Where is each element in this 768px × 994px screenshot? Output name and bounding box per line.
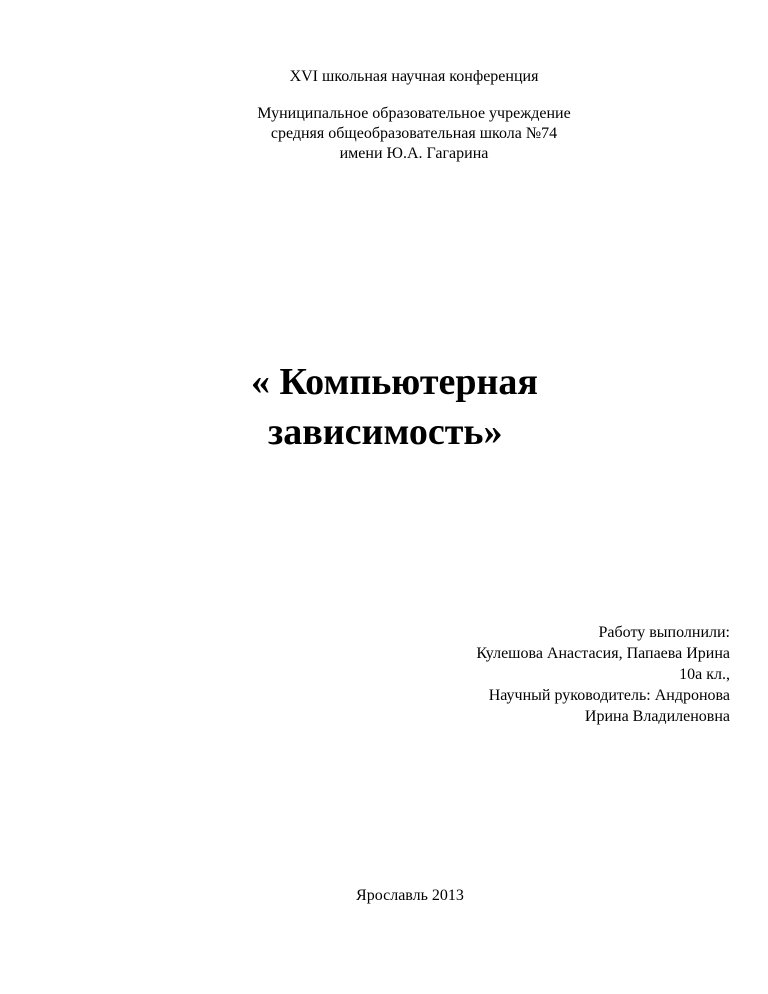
title-line: зависимость» bbox=[268, 411, 503, 453]
conference-name: XVI школьная научная конференция bbox=[289, 68, 539, 85]
authors-line: 10а кл., bbox=[679, 666, 730, 683]
institution-line: средняя общеобразовательная школа №74 bbox=[270, 125, 558, 142]
institution-block bbox=[0, 104, 768, 164]
title-line: « Компьютерная bbox=[251, 361, 538, 403]
authors-line: Ирина Владиленовна bbox=[584, 708, 730, 725]
institution-line: имени Ю.А. Гагарина bbox=[339, 145, 489, 162]
document-title bbox=[251, 357, 731, 457]
authors-block bbox=[310, 622, 730, 727]
city-year: Ярославль 2013 bbox=[356, 887, 464, 904]
authors-line: Работу выполнили: bbox=[598, 624, 730, 641]
institution-line: Муниципальное образовательное учреждение bbox=[257, 105, 571, 122]
authors-line: Научный руководитель: Андронова bbox=[488, 687, 730, 704]
authors-line: Кулешова Анастасия, Папаева Ирина bbox=[476, 645, 730, 662]
